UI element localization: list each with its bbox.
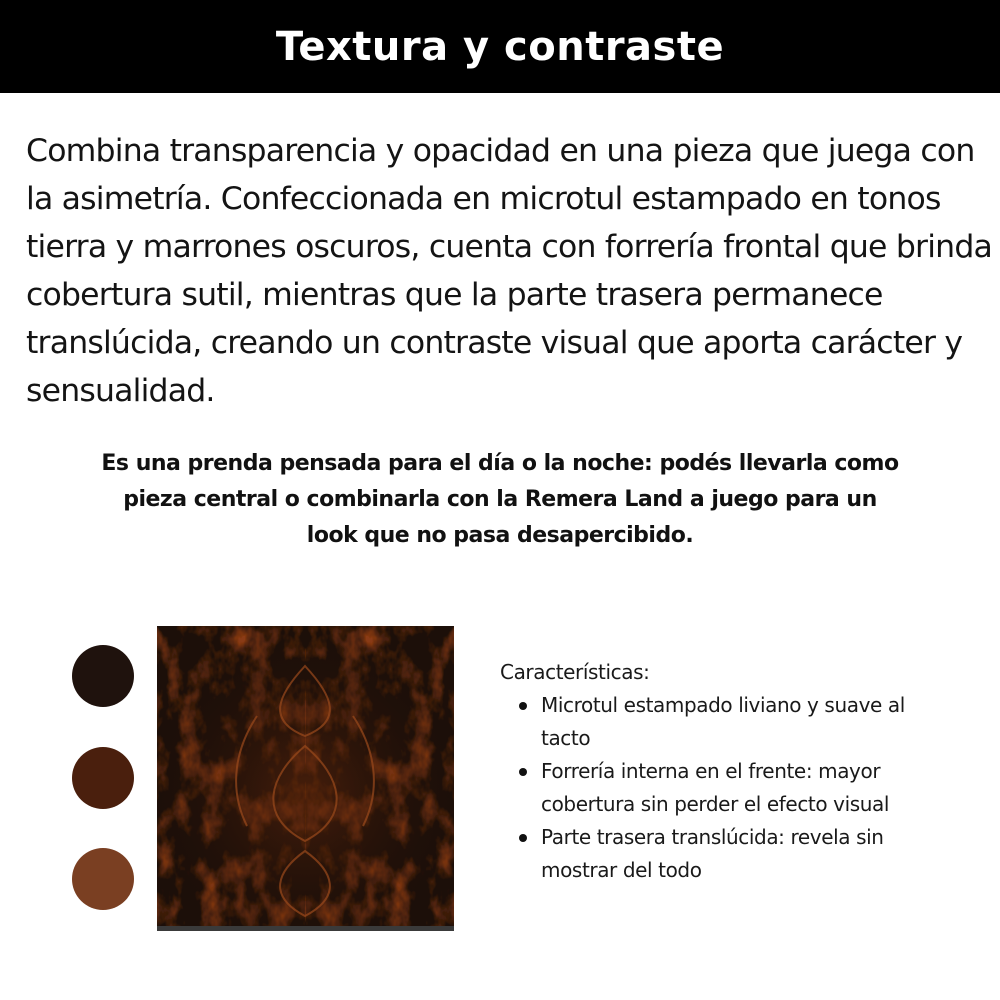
color-swatch-light xyxy=(72,848,134,910)
list-item: Parte trasera translúcida: revela sin mostrar del todo xyxy=(541,821,951,887)
list-item: Forrería interna en el frente: mayor cobertura sin perder el efecto visual xyxy=(541,755,951,821)
color-swatch-dark xyxy=(72,645,134,707)
header-bar xyxy=(0,0,1000,93)
highlight-paragraph: Es una prenda pensada para el día o la noche: podés llevarla como pieza central o combinarla con la Remera Land a juego para un look que no pasa desapercibido. xyxy=(101,451,899,548)
list-item: Microtul estampado liviano y suave al tacto xyxy=(541,689,951,755)
features-list xyxy=(500,689,970,887)
color-swatch-medium xyxy=(72,747,134,809)
features-title: Características: xyxy=(500,660,650,684)
intro-paragraph: Combina transparencia y opacidad en una pieza que juega con la asimetría. Confeccionada en microtul estampado en tonos tierra y marrones oscuros, cuenta con forrería frontal que brinda cobertura sutil, mientras que la parte trasera permanece translúcida, creando un contraste visual que aporta carácter y sensualidad. xyxy=(26,133,993,409)
fabric-texture-image xyxy=(157,626,454,931)
page-title: Textura y contraste xyxy=(275,23,725,70)
features-panel xyxy=(500,656,970,887)
